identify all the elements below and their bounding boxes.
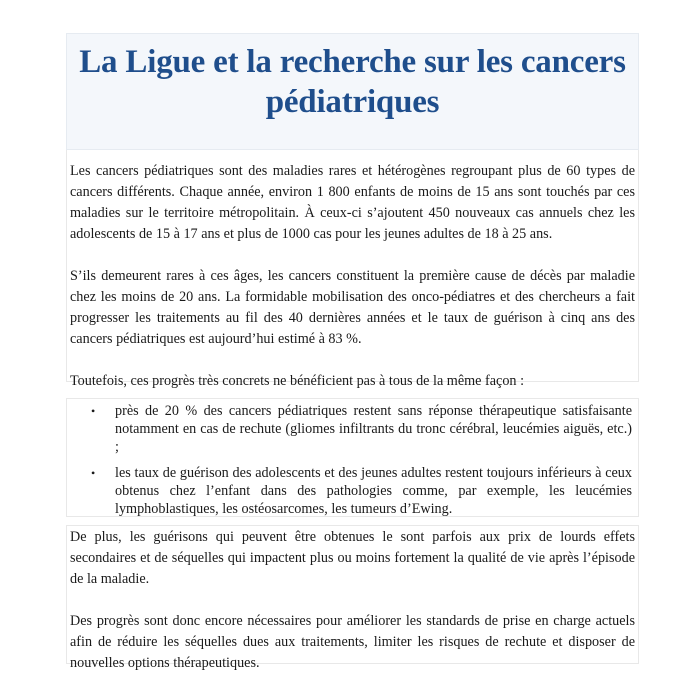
list-item-text: près de 20 % des cancers pédiatriques restent sans réponse thérapeutique satisfaisante notamment en cas de rechute (gliomes infiltrants du tronc cérébral, leucémies aiguës, etc.) ; [115,403,632,455]
list-item [67,402,632,456]
title-banner [66,33,639,150]
conclusion-paragraph: De plus, les guérisons qui peuvent être obtenues le sont parfois aux prix de lourds effets secondaires et de séquelles qui impactent plus ou moins fortement la qualité de vie après l’épisode de la maladie. [70,529,635,587]
bullet-icon: • [91,466,96,480]
intro-paragraph: Toutefois, ces progrès très concrets ne bénéficient pas à tous de la même façon : [70,373,525,389]
list-item [67,464,632,518]
bullet-list [67,402,632,518]
intro-paragraph: S’ils demeurent rares à ces âges, les cancers constituent la première cause de décès par maladie chez les moins de 20 ans. La formidable mobilisation des onco-pédiatres et des chercheurs a fait progresser les traitements au fil des 40 dernières années et le taux de guérison à cinq ans des cancers pédiatriques est aujourd’hui estimé à 83 %. [70,268,635,347]
document-page [66,33,639,671]
page-title: La Ligue et la recherche sur les cancers pédiatriques [79,44,626,120]
conclusion-section [66,525,639,671]
intro-section [66,150,639,389]
conclusion-paragraph: Des progrès sont donc encore nécessaires pour améliorer les standards de prise en charge actuels afin de réduire les séquelles dues aux traitements, limiter les risques de rechute et disposer de nouvelles options thérapeutiques. [70,613,635,671]
list-item-text: les taux de guérison des adolescents et des jeunes adultes restent toujours inférieurs à ceux obtenus chez l’enfant dans des pathologies comme, par exemple, les leucémies lymphoblastiques, les ostéosarcomes, les tumeurs d’Ewing. [115,465,632,517]
bullet-icon: • [91,404,96,418]
bullet-list-section [66,398,639,517]
intro-paragraph: Les cancers pédiatriques sont des maladies rares et hétérogènes regroupant plus de 60 types de cancers différents. Chaque année, environ 1 800 enfants de moins de 15 ans sont touchés par ces maladies sur le territoire métropolitain. À ceux-ci s’ajoutent 450 nouveaux cas annuels chez les adolescents de 15 à 17 ans et plus de 1000 cas pour les jeunes adultes de 18 à 25 ans. [70,163,635,242]
